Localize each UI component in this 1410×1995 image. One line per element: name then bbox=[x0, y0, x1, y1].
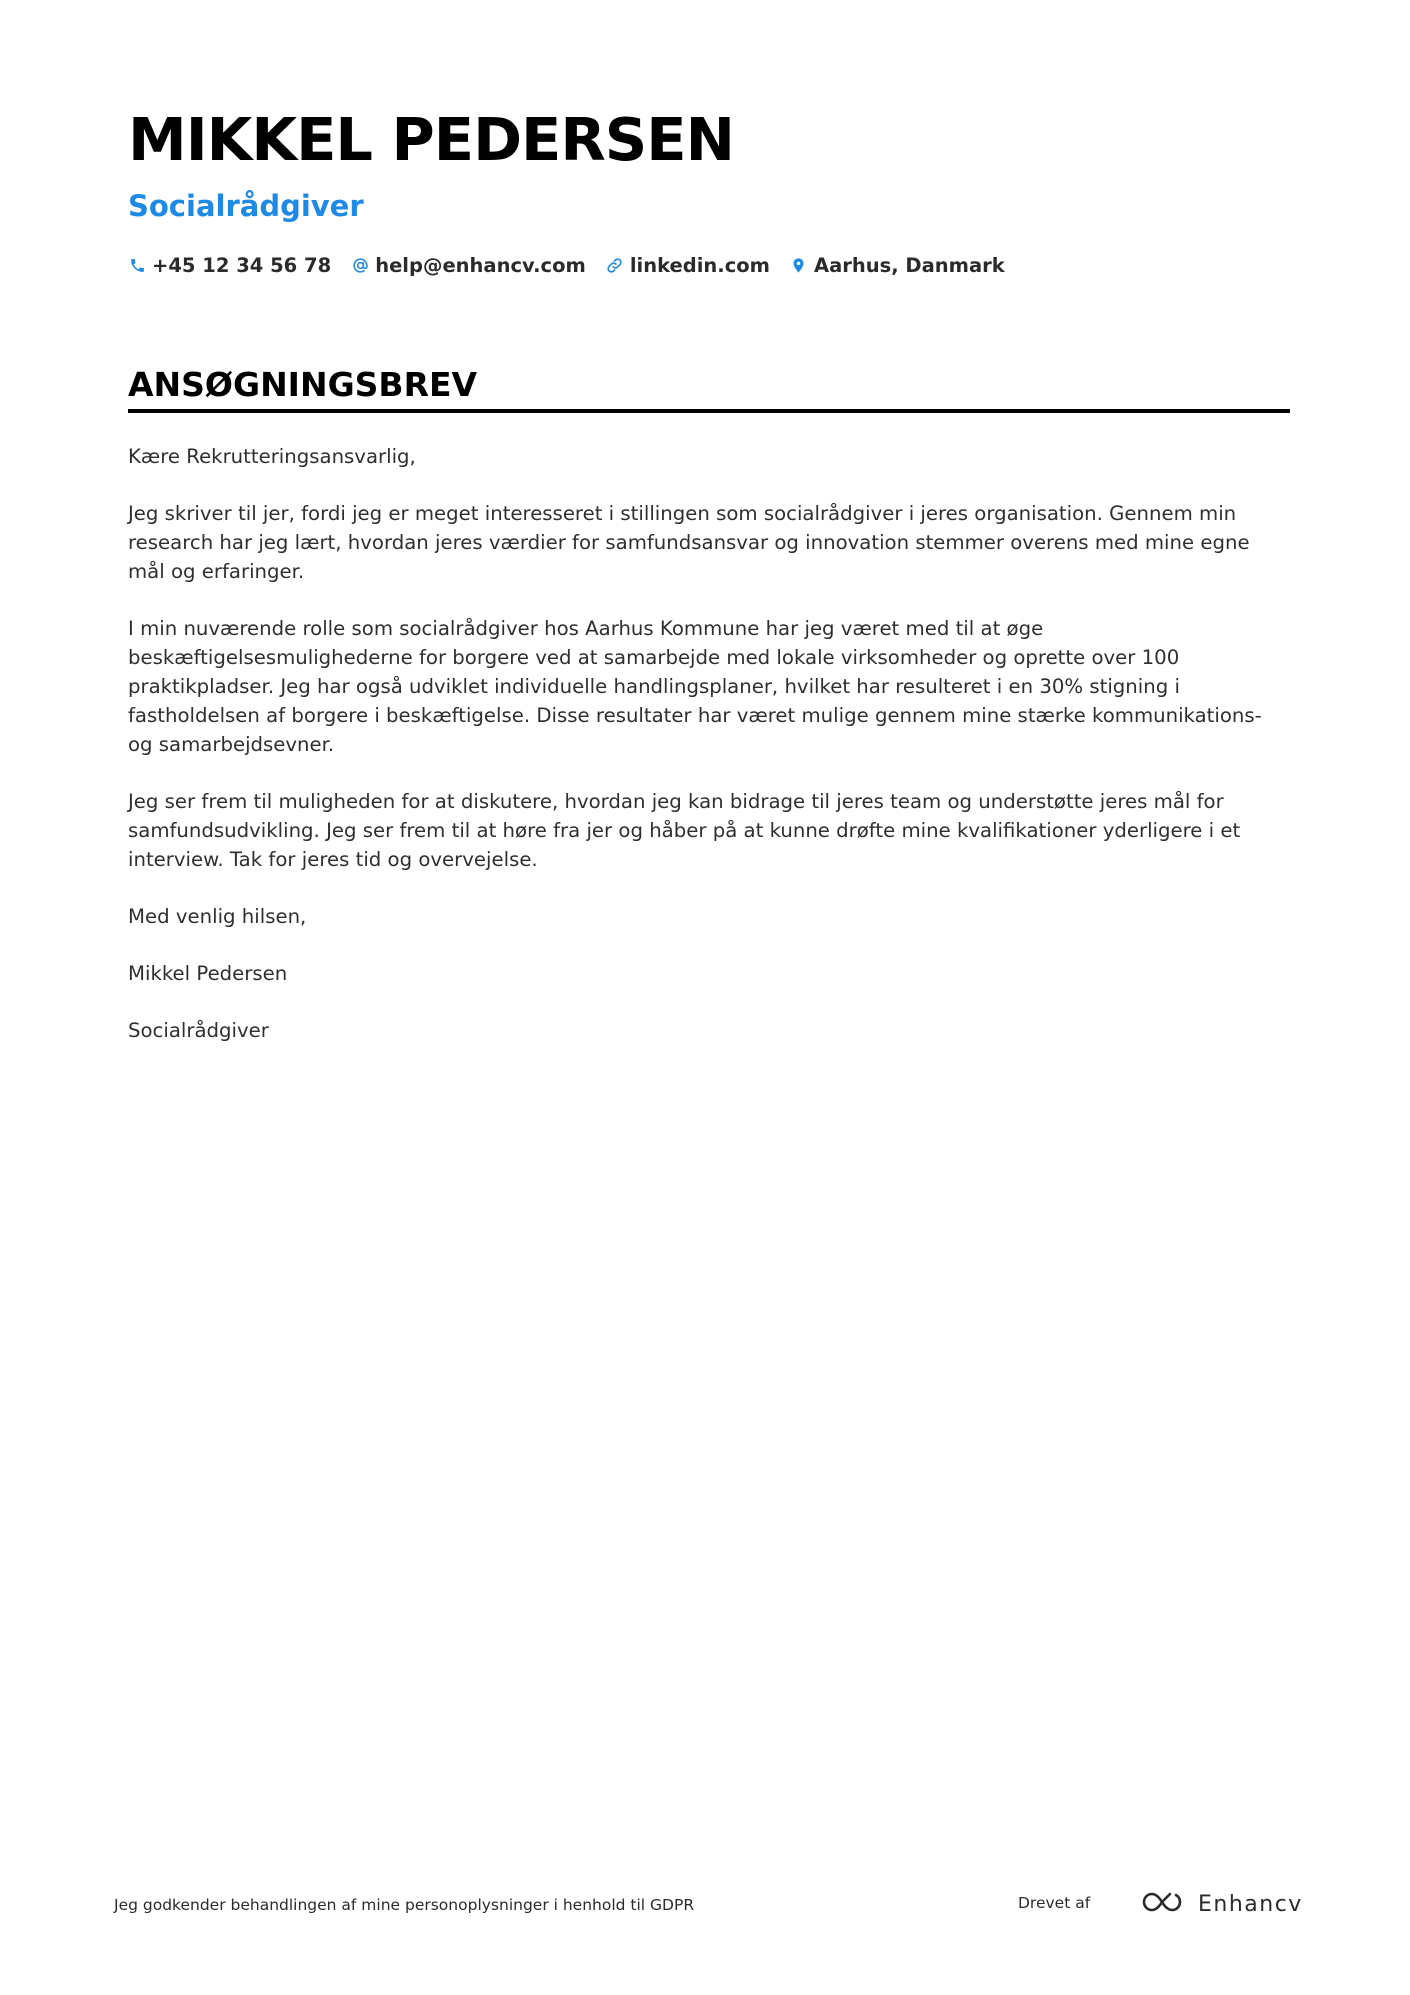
brand-logo[interactable] bbox=[1140, 1888, 1303, 1920]
phone-icon bbox=[128, 257, 146, 275]
contact-location bbox=[790, 254, 1005, 277]
gdpr-consent-text: Jeg godkender behandlingen af mine personoplysninger i henhold til GDPR bbox=[114, 1896, 695, 1914]
section-title: ANSØGNINGSBREV bbox=[128, 365, 478, 404]
location-pin-icon bbox=[790, 257, 808, 275]
contact-linkedin-text: linkedin.com bbox=[629, 254, 770, 277]
signature-title: Socialrådgiver bbox=[128, 1019, 269, 1042]
letter-closing: Med venlig hilsen, bbox=[128, 905, 307, 928]
enhancv-logo-icon bbox=[1140, 1888, 1188, 1920]
job-title: Socialrådgiver bbox=[128, 189, 364, 223]
letter-paragraph: Jeg skriver til jer, fordi jeg er meget interesseret i stillingen som socialrådgiver i jeres organisation. Gennem min research har jeg lært, hvordan jeres værdier for samfundsansvar og innovation stemmer overens med mine egne mål og erfaringer. bbox=[128, 502, 1250, 583]
letter-paragraph: Jeg ser frem til muligheden for at diskutere, hvordan jeg kan bidrage til jeres team og understøtte jeres mål for samfundsudvikling. Jeg ser frem til at høre fra jer og håber på at kunne drøfte mine kvalifikationer yderligere i et interview. Tak for jeres tid og overvejelse. bbox=[128, 790, 1241, 871]
brand-name: Enhancv bbox=[1198, 1891, 1303, 1917]
section-divider bbox=[128, 409, 1290, 413]
signature-name: Mikkel Pedersen bbox=[128, 962, 288, 985]
page-footer bbox=[114, 1891, 1303, 1922]
contact-bar bbox=[128, 254, 1025, 277]
letter-paragraph: I min nuværende rolle som socialrådgiver hos Aarhus Kommune har jeg været med til at øge beskæftigelsesmulighederne for borgere ved at samarbejde med lokale virksomheder og oprette over 100 praktikpladser. Jeg har også udviklet individuelle handlingsplaner, hvilket har resulteret i en 30% stigning i fastholdelsen af borgere i beskæftigelse. Disse resultater har været mulige gennem mine stærke kommunikations- og samarbejdsevner. bbox=[128, 617, 1262, 756]
link-icon bbox=[606, 257, 624, 275]
contact-location-text: Aarhus, Danmark bbox=[813, 254, 1005, 277]
contact-linkedin[interactable] bbox=[606, 254, 770, 277]
powered-by-label: Drevet af bbox=[1018, 1894, 1091, 1912]
contact-email[interactable] bbox=[351, 254, 586, 277]
contact-email-text: help@enhancv.com bbox=[375, 254, 586, 277]
contact-phone[interactable] bbox=[128, 254, 331, 277]
letter-body bbox=[128, 442, 1290, 1073]
candidate-name: MIKKEL PEDERSEN bbox=[128, 105, 734, 174]
letter-greeting: Kære Rekrutteringsansvarlig, bbox=[128, 445, 416, 468]
contact-phone-text: +45 12 34 56 78 bbox=[152, 254, 332, 277]
at-icon bbox=[351, 257, 369, 275]
